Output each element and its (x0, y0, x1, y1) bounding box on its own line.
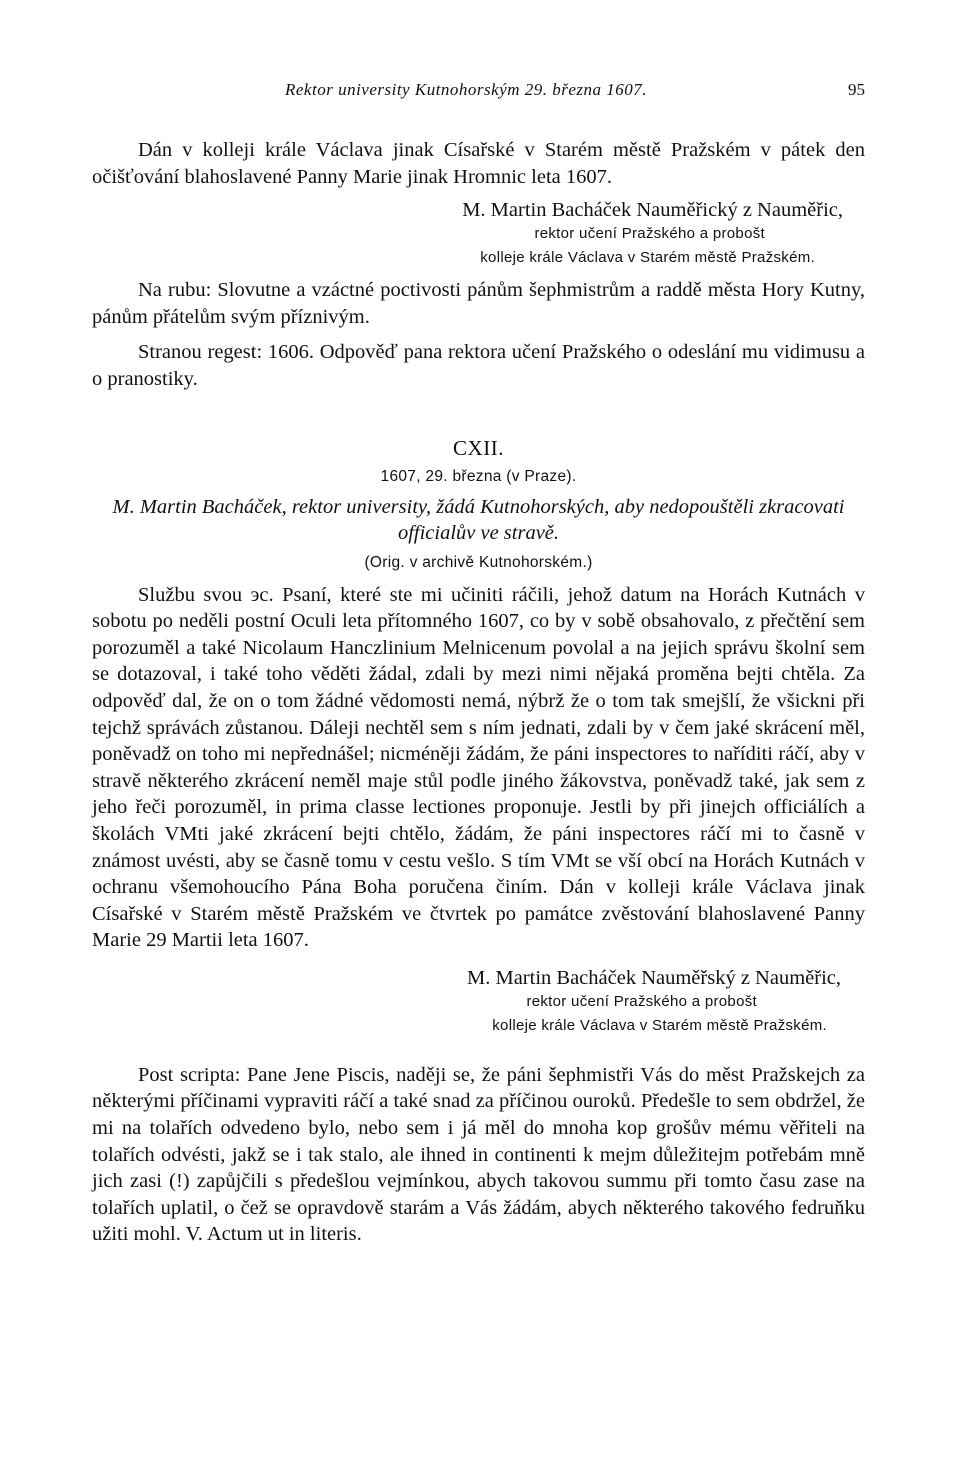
verso-address-paragraph: Na rubu: Slovutne a vzáctné poctivosti pánům šephmistrům a raddě města Hory Kutny, pánům přátelům svým příznivým. (92, 279, 865, 328)
signature-name: M. Martin Bacháček Nauměřický z Nauměřic, (462, 199, 843, 222)
letter-closing-paragraph: Dán v kolleji krále Václava jinak Císařské v Starém městě Pražském v pátek den očišťování blahoslavené Panny Marie jinak Hromnic leta 1607. (92, 139, 865, 188)
running-title: Rektor university Kutnohorským 29. března 1607. (285, 80, 648, 99)
document-body-paragraph: Službu svou эc. Psaní, které ste mi učiniti ráčili, jehož datum na Horách Kutnách v sobotu po neděli postní Oculi leta přítomného 1607, co by v sobě obsahovalo, z přečtění sem porozuměl a také Nicolaum Hanczlinium Melnicenum povolal a na jejich správu školní sem se dotazoval, i také toho věděti žádal, zdali by mezi nimi nějaká proměna bejti chtěla. Za odpověď dal, že on o tom žádné vědomosti nemá, nýbrž že o tom tak smejšlí, že všickni při tejchž správách zůstanou. Dáleji nechtěl sem s ním jednati, zdali by v čem jaké skrácení měl, poněvadž on toho mi nepřednášel; nicméněji žádám, že páni inspectores to naříditi ráčí, aby v stravě některého zkrácení neměl maje stůl podle jiného žákovstva, poněvadž také, jak sem z jeho řeči porozuměl, in prima classe lectiones proponuje. Jestli by při jinejch officiálích a školách VMti jaké zkrácení bejti chtělo, žádám, že páni inspectores ráčí mi to časně v známost uvésti, aby se časně tomu v cestu vešlo. S tím VMt se vší obcí na Horách Kutnách v ochranu všemohoucího Pána Boha poručena činím. Dán v kolleji krále Václava jinak Císařské v Starém městě Pražském ve čtvrtek po památce zvěstování blahoslavené Panny Marie 29 Martii leta 1607. (92, 583, 865, 952)
letter-signature (92, 198, 865, 270)
page-number: 95 (848, 80, 865, 99)
document-signature (92, 966, 865, 1038)
document-headline: M. Martin Bacháček, rektor university, žádá Kutnohorských, aby nedopouštěli zkracovati officialův ve stravě. (112, 495, 845, 544)
signature-institution-line: kolleje krále Václava v Starém městě Pražském. (492, 1016, 827, 1034)
document-source: (Orig. v archivě Kutnohorském.) (364, 553, 593, 571)
document-number: CXII. (453, 435, 504, 460)
book-page (92, 74, 865, 1248)
side-regest-paragraph: Stranou regest: 1606. Odpověď pana rektora učení Pražského o odeslání mu vidimusu a o pranostiky. (92, 341, 865, 390)
document-date: 1607, 29. března (v Praze). (380, 467, 577, 485)
postscript-paragraph: Post scripta: Pane Jene Piscis, naději se, že páni šephmistři Vás do měst Pražskejch za některými příčinami vypraviti ráčí a také snad za příčinou ouroků. Předešle to sem obdržel, že mi na tolařích odvedeno bylo, nebo sem i já měl do mnoha kop grošův mému věřiteli na tolařích odvésti, jakž se i tak stalo, ale ihned in continenti k mejm důležitejm potřebám mně jich zasi (!) zapůjčili s předešlou vejmínkou, abych takovou summu při tomto času zase na tolařích uplatil, o čež se opravdově starám a Vás žádám, abych některého takového fedruňku užiti mohl. V. Actum ut in literis. (92, 1063, 865, 1246)
signature-institution-line: kolleje krále Václava v Starém městě Pražském. (480, 249, 815, 267)
signature-title-line: rektor učení Pražského a probošt (526, 992, 757, 1010)
signature-title-line: rektor učení Pražského a probošt (534, 225, 765, 243)
running-head (92, 74, 865, 104)
signature-name: M. Martin Bacháček Nauměřský z Nauměřic, (467, 966, 841, 989)
